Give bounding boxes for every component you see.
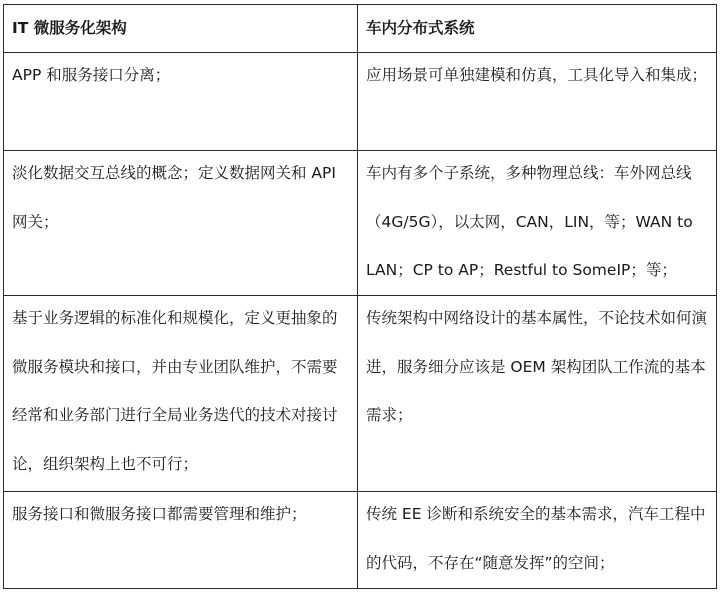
cell-text: 传统架构中网络设计的基本属性，不论技术如何演进，服务细分应该是 OEM 架构团队工作流的基本需求；	[366, 309, 708, 424]
cell-text: 基于业务逻辑的标准化和规模化，定义更抽象的微服务模块和接口，并由专业团队维护，不需要经常和业务部门进行全局业务迭代的技术对接讨论，组织架构上也不可行；	[12, 309, 338, 473]
row-cell-left	[4, 492, 358, 589]
cell-text: 服务接口和微服务接口都需要管理和维护；	[12, 505, 307, 523]
row-cell-left	[4, 151, 358, 296]
table-row	[4, 53, 717, 151]
row-cell-right	[358, 53, 717, 151]
table-row	[4, 492, 717, 589]
cell-text: 应用场景可单独建模和仿真，工具化导入和集成；	[366, 66, 708, 84]
cell-text: 车内有多个子系统，多种物理总线：车外网总线（4G/5G），以太网，CAN，LIN，等；WAN to LAN；CP to AP；Restful to SomeIP；等；	[366, 164, 693, 279]
row-cell-right	[358, 151, 717, 296]
header-it-microservice: IT 微服务化架构	[4, 5, 358, 53]
comparison-table	[3, 4, 717, 589]
cell-text: APP 和服务接口分离；	[12, 66, 171, 84]
row-cell-left	[4, 53, 358, 151]
row-cell-right	[358, 296, 717, 492]
header-vehicle-distributed: 车内分布式系统	[358, 5, 717, 53]
table-header-row	[4, 5, 717, 53]
table-row	[4, 296, 717, 492]
cell-text: 传统 EE 诊断和系统安全的基本需求，汽车工程中的代码，不存在“随意发挥”的空间；	[366, 505, 706, 572]
table-row	[4, 151, 717, 296]
row-cell-left	[4, 296, 358, 492]
cell-text: 淡化数据交互总线的概念；定义数据网关和 API 网关；	[12, 164, 336, 231]
row-cell-right	[358, 492, 717, 589]
